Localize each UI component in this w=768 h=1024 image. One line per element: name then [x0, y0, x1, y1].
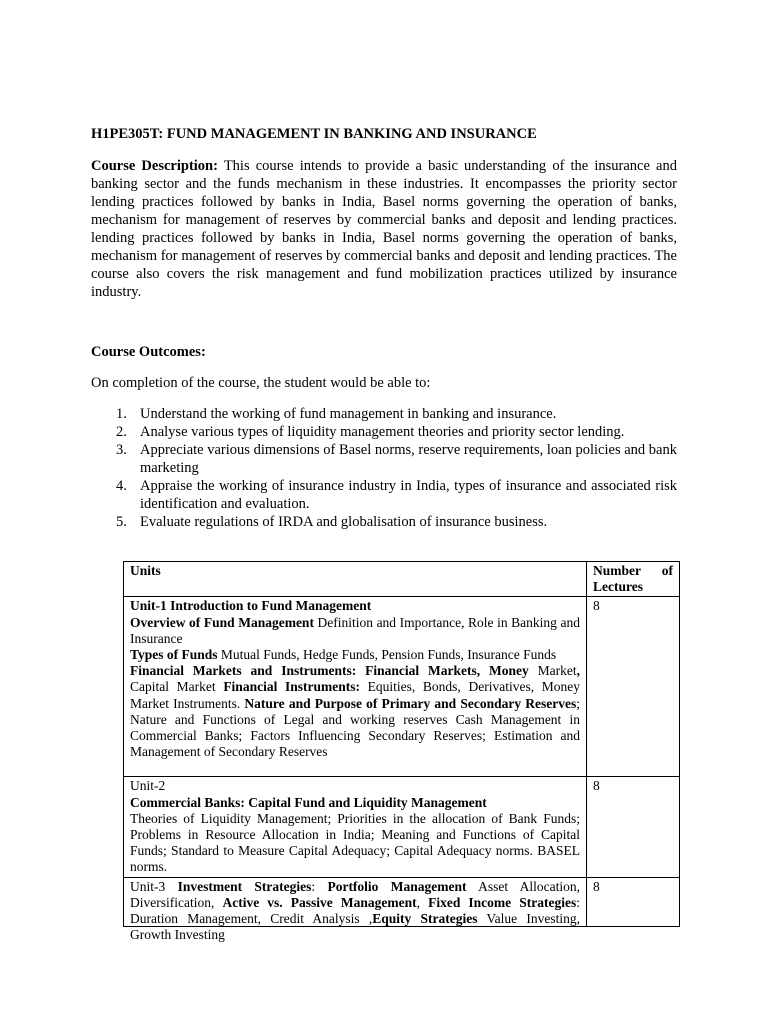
unit3-content: Unit-3 Investment Strategies: Portfolio Management Asset Allocation, Diversification, Active vs. Passive Management, Fixed Income Strategies: Duration Management, Credit Analysis ,Equity Strategies Value Investing, Growth Investing: [124, 877, 587, 926]
table-header-row: [124, 562, 680, 597]
unit1-lectures: 8: [587, 597, 680, 777]
table-row: [124, 597, 680, 777]
outcomes-intro: On completion of the course, the student would be able to:: [91, 375, 431, 391]
description-text: This course intends to provide a basic understanding of the insurance and banking sector and the funds mechanism in these industries. It encompasses the priority sector lending practices followed by banks in India, Basel norms governing the operation of banks, mechanism for management of reserves by commercial banks and deposit and lending practices. lending practices followed by banks in India, Basel norms governing the operation of banks, mechanism for management of reserves by commercial banks and deposit and lending practices. The course also covers the risk management and fund mobilization practices utilized by insurance industry.: [91, 158, 677, 300]
unit2-lectures: 8: [587, 777, 680, 877]
table-row: [124, 777, 680, 877]
unit3-lectures: 8: [587, 877, 680, 926]
units-table: [123, 561, 680, 943]
list-item: 5. Evaluate regulations of IRDA and globalisation of insurance business.: [116, 514, 548, 530]
course-title: H1PE305T: FUND MANAGEMENT IN BANKING AND INSURANCE: [91, 126, 537, 142]
unit1-content: Unit-1 Introduction to Fund Management Overview of Fund Management Definition and Importance, Role in Banking and Insurance Types of Funds Mutual Funds, Hedge Funds, Pension Funds, Insurance Funds Financial Markets and Instruments: Financial Markets, Money Market, Capital Market Financial Instruments: Equities, Bonds, Derivatives, Money Market Instruments. Nature and Purpose of Primary and Secondary Reserves; Nature and Functions of Legal and working reserves Cash Management in Commercial Banks; Factors Influencing Secondary Reserves; Estimation and Management of Secondary Reserves: [124, 597, 587, 777]
units-header: Units: [124, 562, 587, 597]
list-item: 1. Understand the working of fund management in banking and insurance.: [116, 406, 557, 422]
list-item: 2. Analyse various types of liquidity management theories and priority sector lending.: [116, 424, 625, 440]
unit2-content: Unit-2 Commercial Banks: Capital Fund and Liquidity Management Theories of Liquidity Management; Priorities in the allocation of Bank Funds; Problems in Resource Allocation in India; Meaning and Functions of Capital Funds; Standard to Measure Capital Adequacy; Capital Adequacy norms. BASEL norms.: [124, 777, 587, 877]
list-item: 4. Appraise the working of insurance industry in India, types of insurance and associated risk identification and evaluation.: [116, 478, 677, 512]
list-item: 3. Appreciate various dimensions of Basel norms, reserve requirements, loan policies and bank marketing: [116, 442, 677, 476]
outcomes-list: [91, 405, 677, 531]
outcomes-heading: Course Outcomes:: [91, 344, 206, 360]
table-row: [124, 877, 680, 926]
lectures-header: Number of Lectures: [587, 562, 680, 597]
course-description: [91, 157, 677, 301]
description-label: Course Description:: [91, 158, 218, 174]
